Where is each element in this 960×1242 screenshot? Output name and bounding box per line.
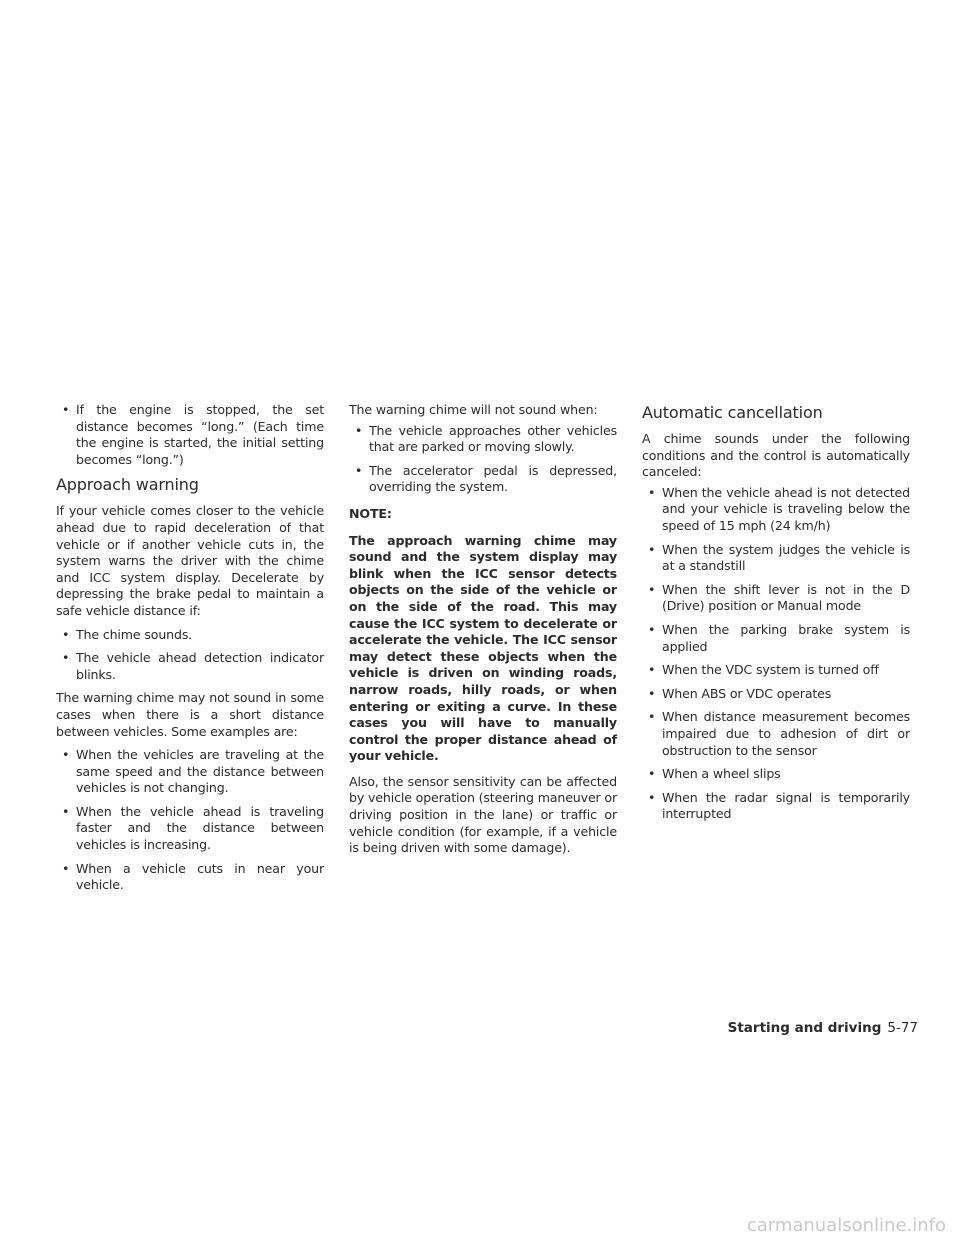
bullet-list (642, 485, 910, 823)
paragraph: The warning chime will not sound when: (349, 402, 598, 417)
bullet-icon: • (62, 626, 70, 642)
list-item: • When the system judges the vehicle is at a standstill (648, 541, 910, 574)
list-item: • The vehicle ahead detection indicator blinks. (62, 650, 324, 682)
paragraph: A chime sounds under the following conditions and the control is automatically canceled: (642, 431, 910, 480)
bullet-icon: • (355, 422, 363, 438)
paragraph: If your vehicle comes closer to the vehicle ahead due to rapid deceleration of that vehicle or if another vehicle cuts in, the system warns the driver with the chime and ICC system display. Decelerate by depressing the brake pedal to maintain a safe vehicle distance if: (56, 503, 324, 618)
list-item: • The vehicle approaches other vehicles that are parked or moving slowly. (355, 422, 617, 455)
bullet-icon: • (648, 484, 656, 500)
section-heading: Approach warning (56, 475, 199, 495)
note-label: NOTE: (349, 505, 392, 521)
bullet-icon: • (648, 766, 656, 782)
bullet-icon: • (62, 747, 70, 763)
section-title: Starting and driving (727, 1020, 882, 1036)
list-item: • When the vehicles are traveling at the same speed and the distance between vehicles is not changing. (62, 747, 324, 796)
list-item: • The chime sounds. (62, 626, 193, 642)
list-item: • If the engine is stopped, the set distance becomes “long.” (Each time the engine is started, the initial setting becomes “long.”) (62, 402, 324, 467)
list-item: • When the shift lever is not in the D (Drive) position or Manual mode (648, 581, 910, 614)
list-item: • When the vehicle ahead is traveling faster and the distance between vehicles is increasing. (62, 803, 324, 853)
bullet-list (349, 423, 617, 496)
list-item: • When distance measurement becomes impaired due to adhesion of dirt or obstruction to the sensor (648, 709, 910, 758)
list-item: • When the parking brake system is applied (648, 621, 910, 654)
bullet-icon: • (648, 581, 656, 597)
bullet-list (56, 627, 324, 684)
list-item: • When a wheel slips (648, 766, 781, 782)
page-footer (728, 1020, 918, 1036)
bullet-icon: • (62, 650, 70, 666)
note-text: The approach warning chime may sound and the system display may blink when the ICC sensor detects objects on the side of the vehicle or on the side of the road. This may cause the ICC system to decelerate or accelerate the vehicle. The ICC sensor may detect these objects when the vehicle is driven on winding roads, narrow roads, hilly roads, or when entering or exiting a curve. In these cases you will have to manually control the proper distance ahead of your vehicle. (349, 532, 617, 764)
bullet-icon: • (62, 803, 70, 819)
list-item: • When a vehicle cuts in near your vehicle. (62, 860, 324, 893)
paragraph: Also, the sensor sensitivity can be affected by vehicle operation (steering maneuver or driving position in the lane) or traffic or vehicle condition (for example, if a vehicle is being driven with some damage). (349, 773, 618, 856)
bullet-icon: • (355, 462, 363, 478)
watermark: carmanualsonline.info (746, 1215, 946, 1236)
bullet-list (56, 747, 324, 894)
list-item: • The accelerator pedal is depressed, overriding the system. (355, 462, 617, 495)
section-heading: Automatic cancellation (642, 403, 823, 422)
column-left (56, 402, 324, 901)
list-item: • When the radar signal is temporarily interrupted (648, 789, 910, 822)
column-middle (349, 402, 617, 864)
list-item: • When the vehicle ahead is not detected and your vehicle is traveling below the speed of 15 mph (24 km/h) (648, 484, 910, 533)
bullet-icon: • (648, 685, 656, 701)
bullet-list (56, 402, 324, 468)
bullet-icon: • (62, 402, 70, 417)
bullet-icon: • (62, 860, 70, 876)
list-item: • When ABS or VDC operates (648, 685, 832, 701)
bullet-icon: • (648, 709, 656, 725)
page-number: 5-77 (887, 1020, 918, 1036)
bullet-icon: • (648, 662, 656, 678)
bullet-icon: • (648, 621, 656, 637)
column-right (642, 402, 910, 830)
list-item: • When the VDC system is turned off (648, 662, 879, 678)
bullet-icon: • (648, 541, 656, 557)
paragraph: The warning chime may not sound in some cases when there is a short distance between vehicles. Some examples are: (56, 690, 324, 739)
bullet-icon: • (648, 789, 656, 805)
